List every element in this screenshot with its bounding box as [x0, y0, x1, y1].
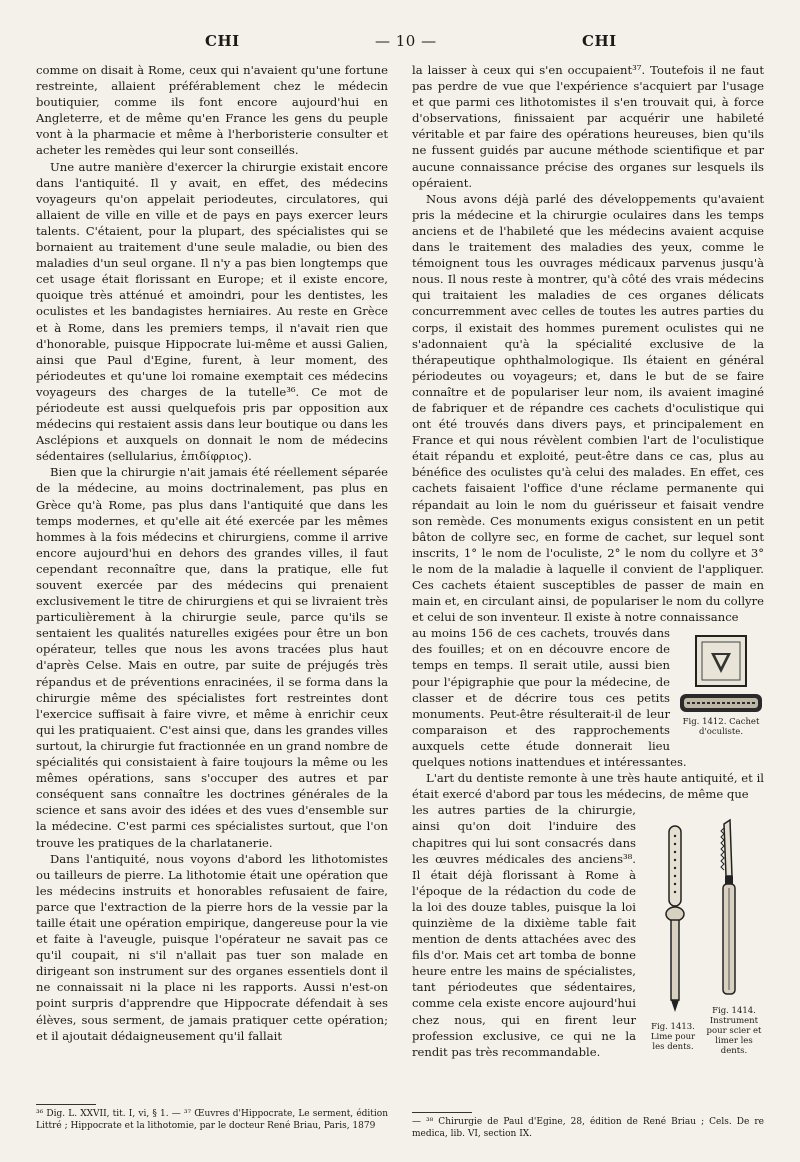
figure-1412 — [678, 633, 764, 737]
left-column — [36, 62, 388, 1044]
figure-1413-1414 — [644, 816, 764, 1086]
paragraph: au moins 156 de ces cachets, trouvés dans des fouilles; et on en découvre encore de temps en temps. Il serait utile, aussi bien pour l'épigraphie que pour la médecine, de classer et de décrire tous ces petits monuments. Peut-être résulterait-il de leur comparaison et des rapprochements auxquels cette étude donnerait lieu quelques notions inattendues et intéressantes. — [412, 626, 687, 770]
seal-inscription-illustration — [679, 692, 763, 714]
footnote-rule — [412, 1112, 472, 1113]
paragraph: les autres parties de la chirurgie, ainsi qu'on doit l'induire des chapitres qui lui sont consacrés dans les œuvres médicales des anciens³⁸. Il était déjà florissant à Rome à l'époque de la rédaction du code de la loi des douze tables, puisque la loi quinzième de la dixième table fait mention de dents attachées avec des fils d'or. Mais cet art tomba de bonne heure entre les mains de spécialistes, tant périodeutes que sédentaires, comme cela existe encore aujourd'hui chez nous, qui en firent leur profession exclusive, ce qui ne la rendit pas très recommandable. — [412, 803, 636, 1059]
footnote: — ³⁸ Chirurgie de Paul d'Egine, 28, édition de René Briau ; Cels. De re medica, lib. VI, section IX. — [412, 1117, 764, 1139]
paragraph: Bien que la chirurgie n'ait jamais été réellement séparée de la médecine, au moins doctrinalement, pas plus en Grèce qu'à Rome, pas plus dans l'antiquité que dans les temps modernes, et qu'elle ait été exercée par les mêmes hommes à la fois médecins et chirurgiens, comme il arrive encore aujourd'hui en dehors des grandes villes, il faut cependant reconnaître que, dans la pratique, elle fut souvent exercée par des médecins qui prenaient exclusivement le titre de chirurgiens et qui se livraient très particulièrement à la chirurgie seule, parce qu'ils se sentaient les qualités naturelles exigées pour être un bon opérateur, telles que nous les avons tracées plus haut d'après Celse. Mais en outre, par suite de préjugés très répandus et de préventions enracinées, il se forma dans la chirurgie même des spécialistes fort restreintes dont l'exercice suffisait à faire vivre, et même à enrichir ceux qui les pratiquaient. C'est ainsi que, dans les grandes villes surtout, la chirurgie fut fractionnée en un grand nombre de spécialités qui consistaient à faire toujours la même ou les mêmes opérations, sans s'occuper des autres et par conséquent sans connaître les doctrines générales de la science et sans avoir des idées et des vues d'ensemble sur la médecine. C'est parmi ces spécialistes surtout, que l'on trouve les pratiques de la charlatanerie. — [36, 465, 388, 850]
paragraph: comme on disait à Rome, ceux qui n'avaient qu'une fortune restreinte, allaient préférablement chez le médecin boutiquier, comme ils font encore aujourd'hui en Angleterre, et de même qu'en France les gens du peuple vont à la pharmacie et même à l'herboristerie consulter et acheter les remèdes qui leur sont conseillés. — [36, 63, 388, 158]
footnote: ³⁶ Dig. L. XXVII, tit. I, vi, § 1. — ³⁷ Œuvres d'Hippocrate, Le serment, édition Littré ; Hippocrate et la lithotomie, par le docteur René Briau, Paris, 1879 — [36, 1109, 388, 1131]
dental-instruments-illustration — [644, 816, 764, 1016]
oculist-seal-illustration — [693, 633, 749, 689]
footnote-rule — [36, 1104, 96, 1105]
paragraph: L'art du dentiste remonte à une très haute antiquité, et il était exercé d'abord par tous les médecins, de même que — [412, 771, 764, 802]
paragraph: Une autre manière d'exercer la chirurgie existait encore dans l'antiquité. Il y avait, en effet, des médecins voyageurs qu'on appelait periodeutes, circulatores, qui allaient de ville en ville et de pays en pays exercer leurs talents. C'étaient, pour la plupart, des spécialistes qui se bornaient au traitement d'une seule maladie, ou bien des maladies d'un seul organe. Il n'y a pas bien longtemps que cet usage était florissant en Europe; et il existe encore, quoique très atténué et amoindri, pour les dentistes, les oculistes et les bandagistes herniaires. Au reste en Grèce et à Rome, dans les premiers temps, il n'avait rien que d'honorable, puisque Hippocrate lui-même et aussi Galien, ainsi que Paul d'Egine, furent, à leur moment, des périodeutes et qu'une loi romaine exemptait ces médecins voyageurs des charges de la tutelle³⁶. Ce mot de périodeute est aussi quelquefois pris par opposition aux médecins qui restaient assis dans leur boutique ou dans les Asclépions et auxquels on donnait le nom de médecins sédentaires (sellularius, ἑπιδίφριος). — [36, 159, 388, 464]
running-head-right: CHI — [582, 32, 617, 50]
page-number: — 10 — — [375, 32, 437, 50]
right-column — [412, 62, 764, 1090]
figure-caption: Fig. 1413. Lime pour les dents. — [650, 1022, 696, 1053]
figure-caption: Fig. 1414. Instrument pour scier et limer les dents. — [706, 1006, 762, 1057]
running-head-left: CHI — [205, 32, 240, 50]
paragraph: Dans l'antiquité, nous voyons d'abord les lithotomistes ou tailleurs de pierre. La lithotomie était une opération que les médecins instruits et honorables refusaient de faire, parce que l'extraction de la pierre hors de la vessie par la taille était une opération empirique, dangereuse pour la vie et faite à l'aveugle, puisque l'opérateur ne savait pas ce qu'il coupait, ni s'il n'allait pas tuer son malade en dirigeant son instrument sur des organes essentiels dont il ne connaissait ni la place ni les rapports. Aussi n'est-on point surpris d'apprendre que Hippocrate défendait à ses élèves, sous serment, de jamais pratiquer cette opération; et il ajoutait dédaigneusement qu'il fallait — [36, 851, 388, 1043]
figure-caption: Fig. 1412. Cachet d'oculiste. — [682, 717, 760, 738]
paragraph: la laisser à ceux qui s'en occupaient³⁷. Toutefois il ne faut pas perdre de vue que l'expérience s'acquiert par l'usage et que parmi ces lithotomistes il s'en trouvait qui, à force d'observations, finissaient par acquérir une habileté véritable et par faire des opérations heureuses, bien qu'ils ne fussent guidés par aucune méthode scientifique et par aucune connaissance précise des organes sur lesquels ils opéraient. — [412, 63, 764, 190]
paragraph: Nous avons déjà parlé des développements qu'avaient pris la médecine et la chirurgie oculaires dans les temps anciens et de l'habileté que les médecins avaient acquise dans le traitement des maladies des yeux, comme le témoignent tous les ouvrages médicaux parvenus jusqu'à nous. Il nous reste à montrer, qu'à côté des vrais médecins qui traitaient les maladies de ces organes délicats concurremment avec celles de toutes les autres parties du corps, il existait des hommes purement oculistes qui ne s'adonnaient qu'à la spécialité exclusive de la thérapeutique ophthalmologique. Ils étaient en général périodeutes ou voyageurs; et, dans le but de se faire connaître et de populariser leur nom, ils avaient imaginé de fabriquer et de répandre ces cachets d'oculistique qui ont été trouvés dans divers pays, et principalement en France et qui nous révèlent combien l'art de l'oculistique était répandu et exploité, peut-être dans ce cas, plus au bénéfice des oculistes qu'à celui des malades. En effet, ces cachets faisaient l'office d'une réclame permanente qui répandait au loin le nom du guérisseur et faisait vendre son remède. Ces monuments exigus consistent en un petit bâton de collyre sec, en forme de cachet, sur lequel sont inscrits, 1° le nom de l'oculiste, 2° le nom du collyre et 3° le nom de la maladie à laquelle il convient de l'appliquer. Ces cachets étaient susceptibles de passer de main en main et, en circulant ainsi, de populariser le nom du collyre et celui de son inventeur. Il existe à notre connaissance — [412, 191, 764, 625]
